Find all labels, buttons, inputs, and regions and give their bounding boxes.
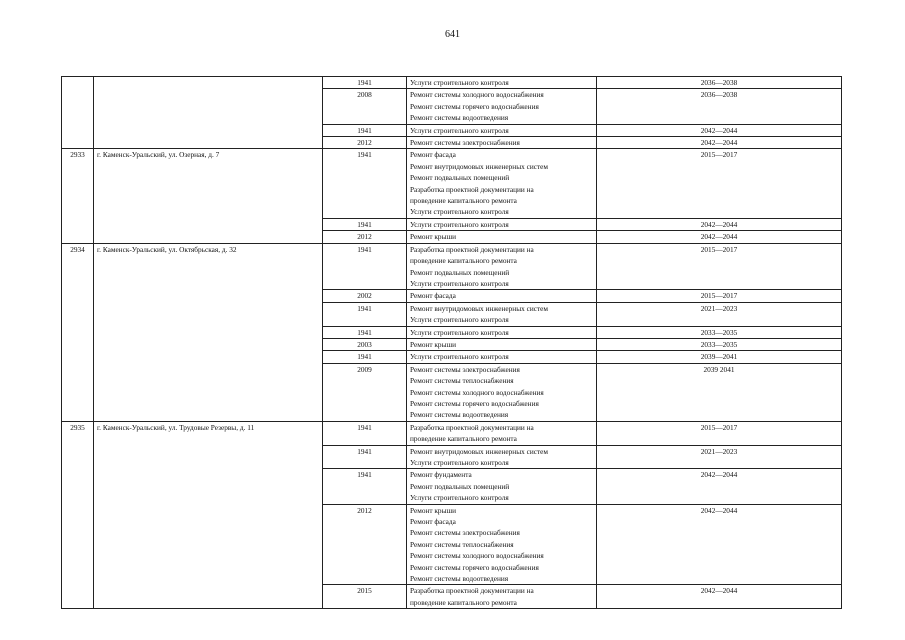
period-cell: 2039—2041 xyxy=(597,351,842,363)
period-cell: 2015—2017 xyxy=(597,421,842,445)
year-cell: 2012 xyxy=(323,504,407,585)
year-cell: 1941 xyxy=(323,77,407,89)
year-cell: 2002 xyxy=(323,290,407,302)
work-type-item: Ремонт фасада xyxy=(410,291,456,301)
work-type-item: Ремонт системы горячего водоснабжения xyxy=(410,101,539,111)
work-type-item: Услуги строительного контроля xyxy=(410,352,509,362)
work-type-cell xyxy=(407,149,597,218)
year-cell: 1941 xyxy=(323,124,407,136)
work-type-item: проведение капитального ремонта xyxy=(410,196,517,206)
work-type-cell xyxy=(407,421,597,445)
work-type-item: Услуги строительного контроля xyxy=(410,125,509,135)
work-type-item: Ремонт крыши xyxy=(410,232,457,242)
address-cell: г. Каменск-Уральский, ул. Озерная, д. 7 xyxy=(94,149,323,243)
work-type-item: Ремонт подвальных помещений xyxy=(410,481,510,491)
year-cell: 2015 xyxy=(323,585,407,609)
address-cell: г. Каменск-Уральский, ул. Трудовые Резервы, д. 11 xyxy=(94,421,323,609)
work-type-item: Услуги строительного контроля xyxy=(410,219,509,229)
work-type-item: проведение капитального ремонта xyxy=(410,597,517,607)
work-type-item: проведение капитального ремонта xyxy=(410,434,517,444)
period-cell: 2042—2044 xyxy=(597,504,842,585)
period-cell: 2033—2035 xyxy=(597,338,842,350)
period-cell: 2042—2044 xyxy=(597,585,842,609)
period-cell: 2021—2023 xyxy=(597,445,842,469)
year-cell: 1941 xyxy=(323,326,407,338)
work-type-cell xyxy=(407,218,597,230)
table-row xyxy=(62,243,842,290)
work-type-cell xyxy=(407,137,597,149)
year-cell: 2003 xyxy=(323,338,407,350)
work-type-item: Услуги строительного контроля xyxy=(410,78,509,87)
period-cell: 2015—2017 xyxy=(597,149,842,218)
period-cell: 2042—2044 xyxy=(597,218,842,230)
work-type-item: Ремонт внутридомовых инженерных систем xyxy=(410,446,549,456)
work-type-item: Ремонт фасада xyxy=(410,517,456,527)
work-type-item: Ремонт системы водоотведения xyxy=(410,113,509,123)
work-type-cell xyxy=(407,351,597,363)
work-type-cell xyxy=(407,445,597,469)
work-type-item: Разработка проектной документации на xyxy=(410,244,534,254)
year-cell: 2009 xyxy=(323,363,407,421)
object-number-cell: 2934 xyxy=(62,243,94,421)
work-type-item: Разработка проектной документации на xyxy=(410,586,534,596)
work-type-cell xyxy=(407,77,597,89)
year-cell: 1941 xyxy=(323,218,407,230)
work-type-item: Услуги строительного контроля xyxy=(410,315,509,325)
work-type-item: Ремонт подвальных помещений xyxy=(410,267,510,277)
object-number-cell: 2933 xyxy=(62,149,94,243)
work-type-cell xyxy=(407,326,597,338)
year-cell: 1941 xyxy=(323,469,407,504)
year-cell: 2008 xyxy=(323,89,407,124)
year-cell: 1941 xyxy=(323,351,407,363)
period-cell: 2039 2041 xyxy=(597,363,842,421)
object-number-cell xyxy=(62,77,94,149)
work-type-item: Услуги строительного контроля xyxy=(410,207,509,217)
period-cell: 2042—2044 xyxy=(597,124,842,136)
work-type-cell xyxy=(407,469,597,504)
page-number: 641 xyxy=(445,29,460,40)
period-cell: 2021—2023 xyxy=(597,302,842,326)
table-row xyxy=(62,421,842,445)
period-cell: 2042—2044 xyxy=(597,469,842,504)
work-type-item: Ремонт крыши xyxy=(410,505,457,515)
work-type-cell xyxy=(407,504,597,585)
work-type-item: Ремонт внутридомовых инженерных систем xyxy=(410,303,549,313)
object-number-cell: 2935 xyxy=(62,421,94,609)
work-type-item: Ремонт системы холодного водоснабжения xyxy=(410,387,544,397)
work-type-item: Разработка проектной документации на xyxy=(410,422,534,432)
period-cell: 2042—2044 xyxy=(597,137,842,149)
work-type-cell xyxy=(407,124,597,136)
work-type-item: Ремонт системы горячего водоснабжения xyxy=(410,398,539,408)
period-cell: 2015—2017 xyxy=(597,243,842,290)
address-cell xyxy=(94,77,323,149)
work-type-item: Услуги строительного контроля xyxy=(410,278,509,288)
work-type-cell xyxy=(407,363,597,421)
work-type-item: Ремонт системы холодного водоснабжения xyxy=(410,551,544,561)
work-type-cell xyxy=(407,243,597,290)
capital-repair-table xyxy=(61,76,842,609)
work-type-item: Услуги строительного контроля xyxy=(410,327,509,337)
work-type-item: Ремонт системы теплоснабжения xyxy=(410,376,514,386)
table-row xyxy=(62,149,842,218)
work-type-item: Ремонт системы холодного водоснабжения xyxy=(410,90,544,100)
work-type-item: Ремонт системы водоотведения xyxy=(410,410,509,420)
period-cell: 2036—2038 xyxy=(597,89,842,124)
work-type-item: Ремонт подвальных помещений xyxy=(410,173,510,183)
period-cell: 2015—2017 xyxy=(597,290,842,302)
year-cell: 1941 xyxy=(323,243,407,290)
year-cell: 1941 xyxy=(323,445,407,469)
table-body xyxy=(62,77,842,609)
period-cell: 2042—2044 xyxy=(597,231,842,243)
work-type-item: Ремонт системы электроснабжения xyxy=(410,528,520,538)
work-type-item: Ремонт фасада xyxy=(410,150,456,160)
work-type-item: Ремонт внутридомовых инженерных систем xyxy=(410,161,549,171)
year-cell: 2012 xyxy=(323,137,407,149)
work-type-item: Услуги строительного контроля xyxy=(410,493,509,503)
year-cell: 1941 xyxy=(323,421,407,445)
work-type-cell xyxy=(407,290,597,302)
year-cell: 1941 xyxy=(323,149,407,218)
work-type-item: Ремонт системы электроснабжения xyxy=(410,138,520,148)
work-type-item: Разработка проектной документации на xyxy=(410,184,534,194)
work-type-item: Ремонт системы теплоснабжения xyxy=(410,539,514,549)
year-cell: 2012 xyxy=(323,231,407,243)
work-type-item: Ремонт системы горячего водоснабжения xyxy=(410,562,539,572)
work-type-cell xyxy=(407,89,597,124)
work-type-cell xyxy=(407,302,597,326)
work-type-item: Ремонт крыши xyxy=(410,339,457,349)
table-row xyxy=(62,77,842,89)
period-cell: 2033—2035 xyxy=(597,326,842,338)
work-type-item: Ремонт фундамента xyxy=(410,470,472,480)
work-type-cell xyxy=(407,585,597,609)
work-type-item: Услуги строительного контроля xyxy=(410,458,509,467)
period-cell: 2036—2038 xyxy=(597,77,842,89)
address-cell: г. Каменск-Уральский, ул. Октябрьская, д. 32 xyxy=(94,243,323,421)
work-type-item: Ремонт системы электроснабжения xyxy=(410,364,520,374)
work-type-item: проведение капитального ремонта xyxy=(410,256,517,266)
year-cell: 1941 xyxy=(323,302,407,326)
work-type-cell xyxy=(407,231,597,243)
work-type-item: Ремонт системы водоотведения xyxy=(410,574,509,584)
work-type-cell xyxy=(407,338,597,350)
